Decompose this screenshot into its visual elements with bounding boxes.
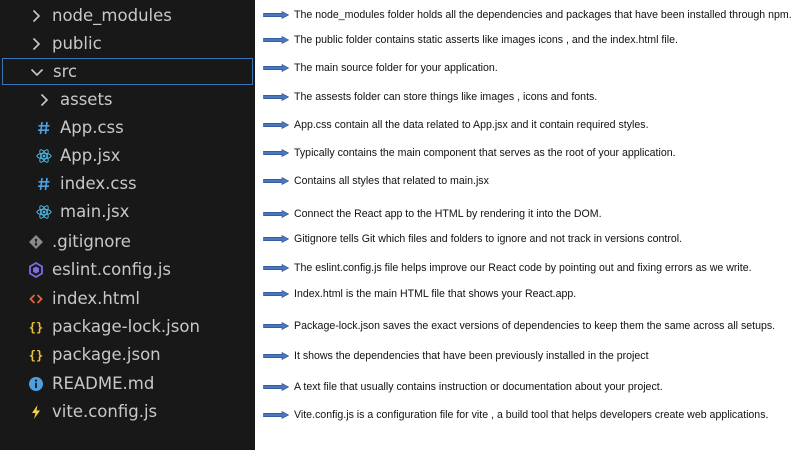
annotation-row	[263, 173, 489, 189]
folder-item-src[interactable]	[2, 58, 253, 85]
file-label: App.css	[60, 118, 124, 137]
file-item-vite-config-js[interactable]	[0, 398, 255, 425]
git-icon	[28, 234, 44, 250]
file-item-index-css[interactable]	[0, 170, 255, 197]
arrow-right-icon	[263, 411, 289, 419]
folder-label: public	[52, 34, 102, 53]
annotation-row	[263, 206, 602, 222]
annotation-row	[263, 407, 768, 423]
folder-label: assets	[60, 90, 113, 109]
file-item-main-jsx[interactable]	[0, 198, 255, 225]
annotation-text: Connect the React app to the HTML by rendering it into the DOM.	[294, 208, 602, 220]
folder-item-public[interactable]	[0, 30, 255, 57]
file-label: App.jsx	[60, 146, 121, 165]
annotation-row	[263, 379, 663, 395]
annotation-row	[263, 286, 576, 302]
annotation-text: The assests folder can store things like images , icons and fonts.	[294, 91, 598, 103]
eslint-icon	[28, 262, 44, 278]
file-label: index.css	[60, 174, 137, 193]
annotation-row	[263, 7, 792, 23]
arrow-right-icon	[263, 235, 289, 243]
file-item-readme-md[interactable]	[0, 370, 255, 397]
arrow-right-icon	[263, 383, 289, 391]
arrow-right-icon	[263, 352, 289, 360]
css-hash-icon	[36, 120, 52, 136]
arrow-right-icon	[263, 11, 289, 19]
file-item-app-css[interactable]	[0, 114, 255, 141]
arrow-right-icon	[263, 264, 289, 272]
annotation-row	[263, 60, 498, 76]
annotation-text: The public folder contains static asserts like images icons , and the index.html file.	[294, 34, 678, 46]
arrow-right-icon	[263, 149, 289, 157]
file-item-package-json[interactable]	[0, 341, 255, 368]
annotation-text: Package-lock.json saves the exact versions of dependencies to keep them the same across all setups.	[294, 320, 776, 332]
folder-label: src	[53, 62, 78, 81]
annotation-text: The main source folder for your application.	[294, 62, 498, 74]
svg-text:{}: {}	[28, 320, 44, 334]
json-braces-icon	[28, 347, 44, 363]
react-icon	[36, 204, 52, 220]
file-item-app-jsx[interactable]	[0, 142, 255, 169]
annotation-text: The node_modules folder holds all the dependencies and packages that have been installed through npm.	[294, 9, 792, 21]
annotation-text: Typically contains the main component that serves as the root of your application.	[294, 147, 676, 159]
annotation-text: Index.html is the main HTML file that shows your React.app.	[294, 288, 577, 300]
annotation-row	[263, 145, 676, 161]
annotation-row	[263, 348, 649, 364]
file-item-gitignore[interactable]	[0, 228, 255, 255]
chevron-down-icon[interactable]	[29, 64, 45, 80]
svg-text:{}: {}	[28, 348, 44, 362]
arrow-right-icon	[263, 210, 289, 218]
file-item-eslint-config-js[interactable]	[0, 256, 255, 283]
annotation-text: The eslint.config.js file helps improve our React code by pointing out and fixing errors as we write.	[294, 262, 752, 274]
annotation-row	[263, 32, 678, 48]
file-label: package-lock.json	[52, 317, 200, 336]
arrow-right-icon	[263, 322, 289, 330]
file-label: package.json	[52, 345, 161, 364]
annotation-text: App.css contain all the data related to App.jsx and it contain required styles.	[294, 119, 649, 131]
annotation-text: Contains all styles that related to main.jsx	[294, 175, 489, 187]
css-hash-icon	[36, 176, 52, 192]
annotation-text: Vite.config.js is a configuration file for vite , a build tool that helps developers create web applications.	[294, 409, 769, 421]
file-label: README.md	[52, 374, 155, 393]
arrow-right-icon	[263, 121, 289, 129]
file-label: main.jsx	[60, 202, 130, 221]
arrow-right-icon	[263, 36, 289, 44]
annotation-text: It shows the dependencies that have been previously installed in the project	[294, 350, 649, 362]
folder-label: node_modules	[52, 6, 172, 25]
json-braces-icon	[28, 319, 44, 335]
arrow-right-icon	[263, 64, 289, 72]
arrow-right-icon	[263, 93, 289, 101]
annotation-row	[263, 260, 752, 276]
file-label: .gitignore	[52, 232, 131, 251]
file-item-index-html[interactable]	[0, 285, 255, 312]
file-explorer	[0, 0, 255, 450]
file-label: eslint.config.js	[52, 260, 172, 279]
file-item-package-lock-json[interactable]	[0, 313, 255, 340]
arrow-right-icon	[263, 290, 289, 298]
file-label: vite.config.js	[52, 402, 158, 421]
annotation-row	[263, 231, 682, 247]
annotations-panel	[255, 0, 800, 450]
react-icon	[36, 148, 52, 164]
annotation-row	[263, 89, 597, 105]
annotation-row	[263, 318, 775, 334]
chevron-right-icon[interactable]	[28, 8, 44, 24]
folder-item-assets[interactable]	[0, 86, 255, 113]
chevron-right-icon[interactable]	[28, 36, 44, 52]
file-label: index.html	[52, 289, 140, 308]
folder-item-node-modules[interactable]	[0, 2, 255, 29]
chevron-right-icon[interactable]	[36, 92, 52, 108]
html-brackets-icon	[28, 291, 44, 307]
vite-bolt-icon	[28, 404, 44, 420]
info-icon	[28, 376, 44, 392]
arrow-right-icon	[263, 177, 289, 185]
annotation-text: Gitignore tells Git which files and folders to ignore and not track in versions control.	[294, 233, 683, 245]
annotation-text: A text file that usually contains instruction or documentation about your project.	[294, 381, 663, 393]
annotation-row	[263, 117, 649, 133]
